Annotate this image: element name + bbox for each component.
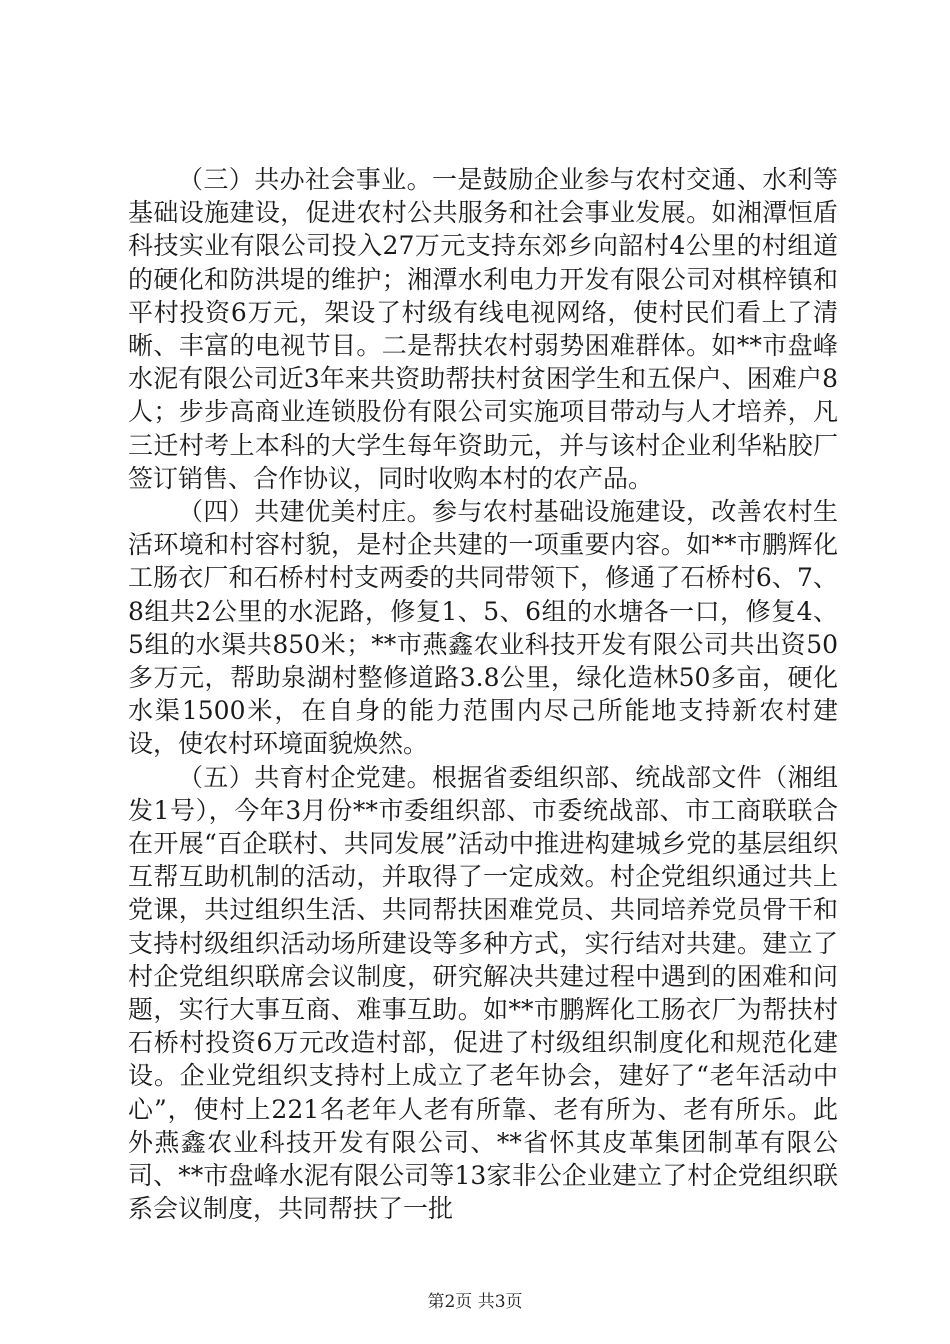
page-number-footer: 第2页 共3页 [427, 1292, 523, 1312]
paragraph-party-building: （五）共育村企党建。根据省委组织部、统战部文件（湘组发1号），今年3月份**市委组织部、市委统战部、市工商联联合在开展“百企联村、共同发展”活动中推进构建城乡党的基层组织互帮互助机制的活动，并取得了一定成效。村企党组织通过共上党课，共过组织生活、共同帮扶困难党员、共同培养党员骨干和支持村级组织活动场所建设等多种方式，实行结对共建。建立了村企党组织联席会议制度，研究解决共建过程中遇到的困难和问题，实行大事互商、难事互助。如**市鹏辉化工肠衣厂为帮扶村石桥村投资6万元改造村部，促进了村级组织制度化和规范化建设。企业党组织支持村上成立了老年协会，建好了“老年活动中心”，使村上221名老年人老有所靠、老有所为、老有所乐。此外燕鑫农业科技开发有限公司、**省怀其皮革集团制革有限公司、**市盘峰水泥有限公司等13家非公企业建立了村企党组织联系会议制度，共同帮扶了一批 [128, 762, 838, 1224]
document-body [128, 163, 838, 1226]
paragraph-village-construction: （四）共建优美村庄。参与农村基础设施建设，改善农村生活环境和村容村貌，是村企共建的一项重要内容。如**市鹏辉化工肠衣厂和石桥村村支两委的共同带领下，修通了石桥村6、7、8组共2公里的水泥路，修复1、5、6组的水塘各一口，修复4、5组的水渠共850米；**市燕鑫农业科技开发有限公司共出资50多万元，帮助泉湖村整修道路3.8公里，绿化造林50多亩，硬化水渠1500米，在自身的能力范围内尽己所能地支持新农村建设，使农村环境面貌焕然。 [128, 497, 838, 759]
paragraph-social-affairs: （三）共办社会事业。一是鼓励企业参与农村交通、水利等基础设施建设，促进农村公共服务和社会事业发展。如湘潭恒盾科技实业有限公司投入27万元支持东郊乡向韶村4公里的村组道的硬化和防洪堤的维护；湘潭水利电力开发有限公司对棋梓镇和平村投资6万元，架设了村级有线电视网络，使村民们看上了清晰、丰富的电视节目。二是帮扶农村弱势困难群体。如**市盘峰水泥有限公司近3年来共资助帮扶村贫困学生和五保户、困难户8人；步步高商业连锁股份有限公司实施项目带动与人才培养，凡三迁村考上本科的大学生每年资助元，并与该村企业利华粘胶厂签订销售、合作协议，同时收购本村的农产品。 [128, 165, 838, 493]
